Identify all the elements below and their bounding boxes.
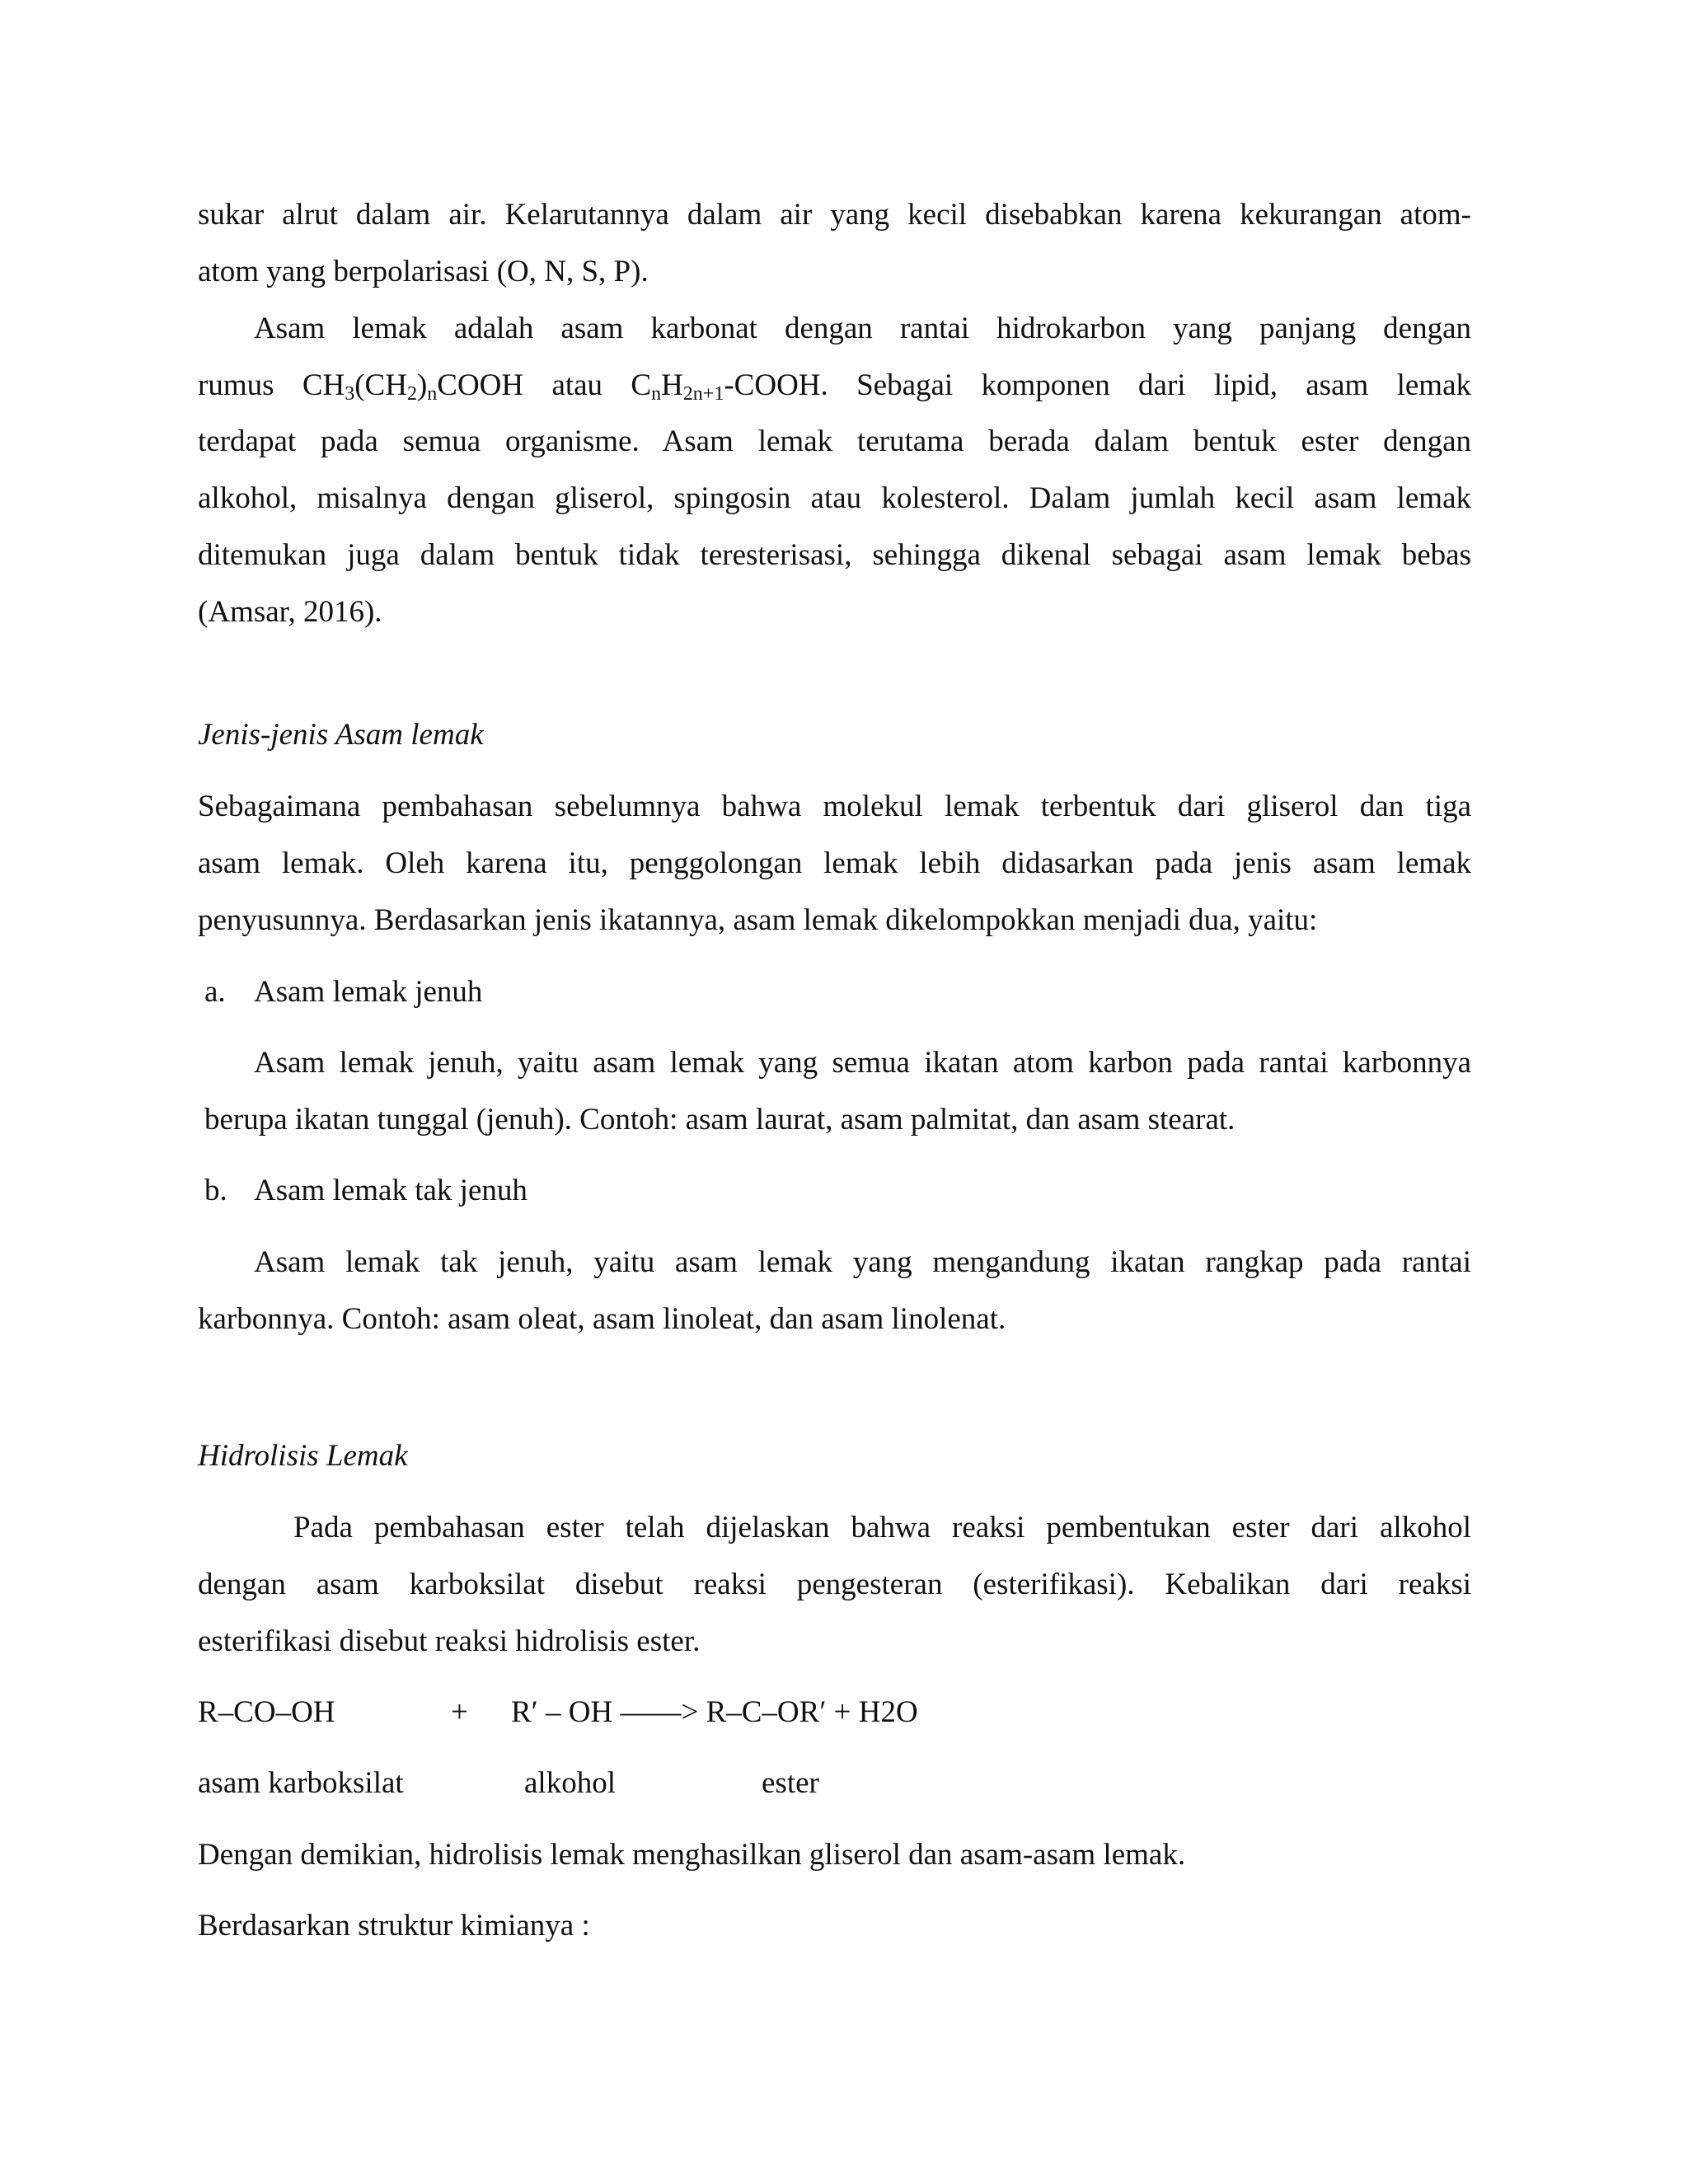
formula-line xyxy=(198,366,1471,405)
formula-cnh2n1cooh: $C_nH_{2n+1}$-COOH. xyxy=(631,368,828,405)
paragraph-line: ditemukan juga dalam bentuk tidak teresterisasi, sehingga dikenal sebagai asam lemak bebas xyxy=(198,538,1471,572)
equation-rest: R′ – OH ——> R–C–OR′ + H2O xyxy=(511,1695,918,1729)
citation-line: (Amsar, 2016). xyxy=(198,595,382,629)
paragraph-line: esterifikasi disebut reaksi hidrolisis ester. xyxy=(198,1624,701,1658)
label-ester: ester xyxy=(762,1766,819,1800)
list-item-title: Asam lemak jenuh xyxy=(254,975,483,1009)
paragraph-line: Asam lemak tak jenuh, yaitu asam lemak yang mengandung ikatan rangkap pada rantai xyxy=(254,1245,1471,1279)
text-fragment: rumus xyxy=(198,368,274,402)
equation-plus: + xyxy=(451,1695,468,1729)
paragraph-line: berupa ikatan tunggal (jenuh). Contoh: asam laurat, asam palmitat, dan asam stearat. xyxy=(204,1103,1236,1137)
paragraph-line: Asam lemak jenuh, yaitu asam lemak yang semua ikatan atom karbon pada rantai karbonnya xyxy=(254,1046,1471,1080)
paragraph-line: Sebagaimana pembahasan sebelumnya bahwa molekul lemak terbentuk dari gliserol dan tiga xyxy=(198,790,1471,823)
paragraph-line: alkohol, misalnya dengan gliserol, spingosin atau kolesterol. Dalam jumlah kecil asam lemak xyxy=(198,481,1471,515)
paragraph-line: Dengan demikian, hidrolisis lemak menghasilkan gliserol dan asam-asam lemak. xyxy=(198,1838,1186,1872)
paragraph-line: asam lemak. Oleh karena itu, penggolongan lemak lebih didasarkan pada jenis asam lemak xyxy=(198,846,1471,880)
paragraph-line: dengan asam karboksilat disebut reaksi pengesteran (esterifikasi). Kebalikan dari reaksi xyxy=(198,1568,1471,1601)
section-heading: Jenis-jenis Asam lemak xyxy=(198,718,484,752)
list-item-title: Asam lemak tak jenuh xyxy=(254,1174,528,1207)
formula-ch3ch2ncooh: $CH_3(CH_2)_nCOOH$ xyxy=(302,368,524,405)
paragraph-line: Pada pembahasan ester telah dijelaskan bahwa reaksi pembentukan ester dari alkohol xyxy=(293,1511,1471,1544)
list-marker: b. xyxy=(204,1174,227,1207)
paragraph-line: sukar alrut dalam air. Kelarutannya dalam air yang kecil disebabkan karena kekurangan atom- xyxy=(198,198,1471,232)
label-alcohol: alkohol xyxy=(524,1766,616,1800)
reaction-equation xyxy=(198,1693,1471,1732)
paragraph-line: Asam lemak adalah asam karbonat dengan rantai hidrokarbon yang panjang dengan xyxy=(254,312,1471,345)
label-acid: asam karboksilat xyxy=(198,1766,404,1800)
list-marker: a. xyxy=(204,975,226,1009)
paragraph-line: penyusunnya. Berdasarkan jenis ikatannya, asam lemak dikelompokkan menjadi dua, yaitu: xyxy=(198,903,1318,937)
text-fragment: Sebagai komponen dari lipid, asam lemak xyxy=(856,368,1471,402)
paragraph-line: Berdasarkan struktur kimianya : xyxy=(198,1909,590,1943)
paragraph-line: atom yang berpolarisasi (O, N, S, P). xyxy=(198,255,649,288)
paragraph-line: terdapat pada semua organisme. Asam lemak terutama berada dalam bentuk ester dengan xyxy=(198,424,1471,458)
equation-reactant-acid: R–CO–OH xyxy=(198,1695,335,1729)
equation-labels xyxy=(198,1764,1471,1803)
paragraph-line: karbonnya. Contoh: asam oleat, asam linoleat, dan asam linolenat. xyxy=(198,1302,1006,1336)
section-heading: Hidrolisis Lemak xyxy=(198,1439,408,1473)
text-fragment: atau xyxy=(551,368,603,402)
